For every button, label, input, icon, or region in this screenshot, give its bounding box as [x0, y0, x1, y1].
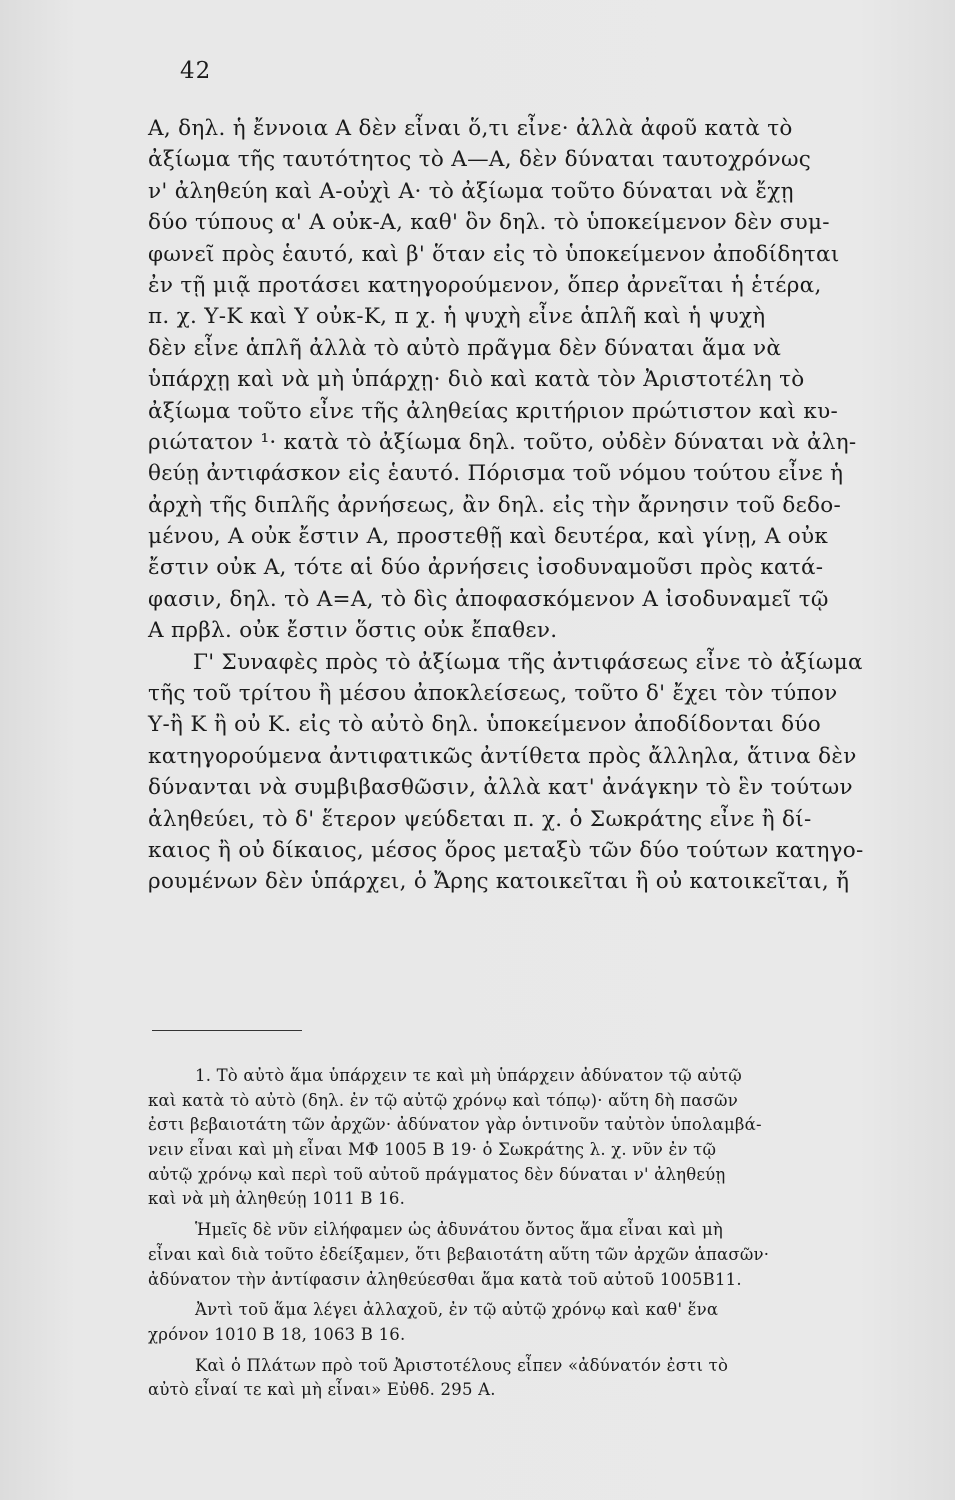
footnote-line: Ἀντὶ τοῦ ἅμα λέγει ἀλλαχοῦ, ἐν τῷ αὐτῷ χρόνῳ καὶ καθ' ἕνα	[195, 1300, 719, 1320]
footnote-line: εἶναι καὶ διὰ τοῦτο ἐδείξαμεν, ὅτι βεβαιοτάτη αὕτη τῶν ἀρχῶν ἁπασῶν·	[148, 1244, 770, 1264]
footnotes	[148, 1064, 926, 1403]
text-line: θεύῃ ἀντιφάσκον εἰς ἑαυτό. Πόρισμα τοῦ νόμου τούτου εἶνε ἡ	[148, 461, 844, 487]
text-line: Υ-ἢ Κ ἢ οὐ Κ. εἰς τὸ αὐτὸ δηλ. ὑποκείμενον ἀποδίδονται δύο	[148, 712, 822, 738]
text-line: ριώτατον ¹· κατὰ τὸ ἀξίωμα δηλ. τοῦτο, οὐδὲν δύναται νὰ ἀλη-	[148, 429, 857, 455]
text-line: τῆς τοῦ τρίτου ἢ μέσου ἀποκλείσεως, τοῦτο δ' ἔχει τὸν τύπον	[148, 681, 838, 707]
text-line: π. χ. Υ-Κ καὶ Υ οὐκ-Κ, π χ. ἡ ψυχὴ εἶνε ἁπλῆ καὶ ἡ ψυχὴ	[148, 304, 766, 330]
footnote-line: νειν εἶναι καὶ μὴ εἶναι ΜΦ 1005 Β 19· ὁ Σωκράτης λ. χ. νῦν ἐν τῷ	[148, 1140, 717, 1160]
text-line: ἀρχὴ τῆς διπλῆς ἀρνήσεως, ἂν δηλ. εἰς τὴν ἄρνησιν τοῦ δεδο-	[148, 492, 842, 518]
footnote-line: Ἡμεῖς δὲ νῦν εἰλήφαμεν ὡς ἀδυνάτου ὄντος ἅμα εἶναι καὶ μὴ	[195, 1220, 723, 1240]
footnote-separator	[152, 1030, 302, 1031]
text-line: δὲν εἶνε ἁπλῆ ἀλλὰ τὸ αὐτὸ πρᾶγμα δὲν δύναται ἅμα νὰ	[148, 335, 782, 361]
text-line: μένου, Α οὐκ ἔστιν Α, προστεθῇ καὶ δευτέρα, καὶ γίνῃ, Α οὐκ	[148, 524, 829, 550]
footnote-line: αὐτὸ εἶναί τε καὶ μὴ εἶναι» Εὐθδ. 295 Α.	[148, 1380, 496, 1400]
text-line: δύο τύπους α' Α οὐκ-Α, καθ' ὃν δηλ. τὸ ὑποκείμενον δὲν συμ-	[148, 210, 830, 236]
text-line: Α, δηλ. ἡ ἔννοια Α δὲν εἶναι ὅ,τι εἶνε· ἀλλὰ ἀφοῦ κατὰ τὸ	[148, 116, 793, 141]
footnote-line: αὐτῷ χρόνῳ καὶ περὶ τοῦ αὐτοῦ πράγματος δὲν δύναται ν' ἀληθεύῃ	[148, 1164, 726, 1184]
footnote-line: καὶ νὰ μὴ ἀληθεύῃ 1011 Β 16.	[148, 1189, 406, 1209]
text-line: ἔστιν οὐκ Α, τότε αἱ δύο ἀρνήσεις ἰσοδυναμοῦσι πρὸς κατά-	[148, 555, 824, 581]
text-line: ρουμένων δὲν ὑπάρχει, ὁ Ἄρης κατοικεῖται ἢ οὐ κατοικεῖται, ἤ	[148, 869, 850, 895]
text-line: ἐν τῇ μιᾷ προτάσει κατηγορούμενον, ὅπερ ἀρνεῖται ἡ ἑτέρα,	[148, 272, 822, 298]
footnote-line: Καὶ ὁ Πλάτων πρὸ τοῦ Ἀριστοτέλους εἶπεν «ἀδύνατόν ἐστι τὸ	[195, 1355, 729, 1375]
footnote-line: χρόνον 1010 Β 18, 1063 Β 16.	[148, 1324, 406, 1344]
text-line: ἀληθεύει, τὸ δ' ἕτερον ψεύδεται π. χ. ὁ Σωκράτης εἶνε ἢ δί-	[148, 806, 812, 832]
text-line: καιος ἢ οὐ δίκαιος, μέσος ὅρος μεταξὺ τῶν δύο τούτων κατηγο-	[148, 837, 864, 863]
text-line: Α πρβλ. οὐκ ἔστιν ὅστις οὐκ ἔπαθεν.	[148, 618, 558, 644]
paragraph-start-line: Γ' Συναφὲς πρὸς τὸ ἀξίωμα τῆς ἀντιφάσεως εἶνε τὸ ἀξίωμα	[193, 649, 863, 675]
main-text	[148, 113, 926, 898]
footnote-line: καὶ κατὰ τὸ αὐτὸ (δηλ. ἐν τῷ αὐτῷ χρόνῳ καὶ τόπῳ)· αὕτη δὴ πασῶν	[148, 1090, 738, 1110]
text-line: δύνανται νὰ συμβιβασθῶσιν, ἀλλὰ κατ' ἀνάγκην τὸ ἓν τούτων	[148, 775, 853, 801]
text-line: ἀξίωμα τῆς ταυτότητος τὸ Α—Α, δὲν δύναται ταυτοχρόνως	[148, 147, 812, 173]
page-number: 42	[180, 58, 212, 84]
footnote-line: ἐστι βεβαιοτάτη τῶν ἀρχῶν· ἀδύνατον γὰρ ὁντινοῦν ταὐτὸν ὑπολαμβά-	[148, 1115, 762, 1135]
text-line: ὑπάρχῃ καὶ νὰ μὴ ὑπάρχῃ· διὸ καὶ κατὰ τὸν Ἀριστοτέλη τὸ	[148, 367, 805, 393]
footnote-line: ἀδύνατον τὴν ἀντίφασιν ἀληθεύεσθαι ἅμα κατὰ τοῦ αὐτοῦ 1005Β11.	[148, 1269, 742, 1289]
text-line: ν' ἀληθεύη καὶ Α-οὐχὶ Α· τὸ ἀξίωμα τοῦτο δύναται νὰ ἔχῃ	[148, 178, 794, 204]
text-line: ἀξίωμα τοῦτο εἶνε τῆς ἀληθείας κριτήριον πρώτιστον καὶ κυ-	[148, 398, 839, 424]
text-line: φασιν, δηλ. τὸ Α=Α, τὸ δὶς ἀποφασκόμενον Α ἰσοδυναμεῖ τῷ	[148, 586, 829, 612]
footnote-line: 1. Τὸ αὐτὸ ἅμα ὑπάρχειν τε καὶ μὴ ὑπάρχειν ἀδύνατον τῷ αὐτῷ	[195, 1066, 742, 1085]
text-line: φωνεῖ πρὸς ἑαυτό, καὶ β' ὅταν εἰς τὸ ὑποκείμενον ἀποδίδηται	[148, 241, 840, 267]
text-line: κατηγορούμενα ἀντιφατικῶς ἀντίθετα πρὸς ἄλληλα, ἅτινα δὲν	[148, 743, 857, 769]
